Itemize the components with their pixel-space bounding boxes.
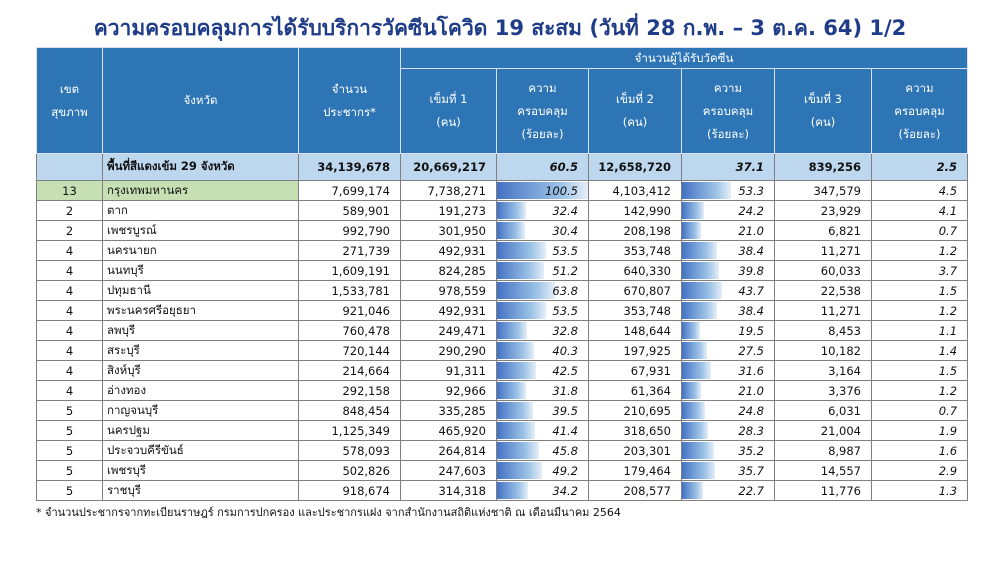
header-population: จำนวน ประชากร* [299, 48, 401, 154]
coverage2-cell [682, 381, 775, 401]
coverage1-cell [497, 181, 589, 201]
coverage1-cell [497, 441, 589, 461]
region-cell: 5 [37, 461, 103, 481]
dose1-cell: 247,603 [401, 461, 497, 481]
coverage3-cell: 4.5 [872, 181, 968, 201]
population-cell: 1,533,781 [299, 281, 401, 301]
dose1-cell: 978,559 [401, 281, 497, 301]
summary-label: พื้นที่สีแดงเข้ม 29 จังหวัด [103, 154, 299, 181]
population-cell: 271,739 [299, 241, 401, 261]
table-row [37, 221, 968, 241]
coverage3-cell: 1.6 [872, 441, 968, 461]
dose1-cell: 191,273 [401, 201, 497, 221]
coverage2-cell [682, 481, 775, 501]
header-dose1: เข็มที่ 1 (คน) [401, 69, 497, 154]
coverage3-cell: 1.9 [872, 421, 968, 441]
dose1-cell: 264,814 [401, 441, 497, 461]
province-cell: สิงห์บุรี [103, 361, 299, 381]
dose2-cell: 197,925 [589, 341, 682, 361]
province-cell: นครนายก [103, 241, 299, 261]
coverage2-cell [682, 261, 775, 281]
vaccine-coverage-table [36, 47, 968, 501]
region-cell: 5 [37, 421, 103, 441]
population-cell: 760,478 [299, 321, 401, 341]
region-cell: 4 [37, 381, 103, 401]
coverage1-cell [497, 321, 589, 341]
coverage2-cell [682, 441, 775, 461]
dose1-cell: 7,738,271 [401, 181, 497, 201]
header-coverage3: ความ ครอบคลุม (ร้อยละ) [872, 69, 968, 154]
coverage1-cell [497, 281, 589, 301]
dose1-cell: 492,931 [401, 301, 497, 321]
region-cell: 4 [37, 281, 103, 301]
province-cell: เพชรบูรณ์ [103, 221, 299, 241]
region-cell: 4 [37, 261, 103, 281]
province-cell: ประจวบคีรีขันธ์ [103, 441, 299, 461]
province-cell: นครปฐม [103, 421, 299, 441]
population-cell: 848,454 [299, 401, 401, 421]
coverage-value: 39.5 [552, 403, 578, 418]
dose1-cell: 91,311 [401, 361, 497, 381]
header-province: จังหวัด [103, 48, 299, 154]
population-cell: 921,046 [299, 301, 401, 321]
dose3-cell: 23,929 [775, 201, 872, 221]
table-row [37, 301, 968, 321]
coverage-value: 42.5 [552, 363, 578, 378]
coverage-value: 49.2 [552, 463, 578, 478]
coverage3-cell: 1.2 [872, 381, 968, 401]
dose2-cell: 210,695 [589, 401, 682, 421]
summary-dose2: 12,658,720 [589, 154, 682, 181]
coverage3-cell: 0.7 [872, 221, 968, 241]
coverage-value: 38.4 [738, 303, 764, 318]
dose3-cell: 6,821 [775, 221, 872, 241]
dose3-cell: 3,164 [775, 361, 872, 381]
coverage2-cell [682, 181, 775, 201]
population-cell: 502,826 [299, 461, 401, 481]
dose3-cell: 11,271 [775, 241, 872, 261]
dose3-cell: 8,987 [775, 441, 872, 461]
province-cell: นนทบุรี [103, 261, 299, 281]
coverage3-cell: 1.2 [872, 301, 968, 321]
table-row [37, 421, 968, 441]
summary-region [37, 154, 103, 181]
dose2-cell: 148,644 [589, 321, 682, 341]
page-title: ความครอบคลุมการได้รับบริการวัคซีนโควิด 19 สะสม (วันที่ 28 ก.พ. – 3 ต.ค. 64) 1/2 [93, 16, 907, 40]
coverage-value: 27.5 [738, 343, 764, 358]
province-cell: ตาก [103, 201, 299, 221]
header-region: เขต สุขภาพ [37, 48, 103, 154]
region-cell: 13 [37, 181, 103, 201]
dose3-cell: 14,557 [775, 461, 872, 481]
population-cell: 7,699,174 [299, 181, 401, 201]
coverage3-cell: 4.1 [872, 201, 968, 221]
coverage-value: 53.5 [552, 303, 578, 318]
footnote: * จำนวนประชากรจากทะเบียนราษฎร์ กรมการปกครอง และประชากรแฝง จากสำนักงานสถิติแห่งชาติ ณ เดือนมีนาคม 2564 [36, 506, 621, 519]
dose1-cell: 301,950 [401, 221, 497, 241]
region-cell: 4 [37, 321, 103, 341]
coverage-value: 43.7 [738, 283, 764, 298]
dose2-cell: 142,990 [589, 201, 682, 221]
population-cell: 578,093 [299, 441, 401, 461]
coverage-value: 39.8 [738, 263, 764, 278]
dose3-cell: 10,182 [775, 341, 872, 361]
coverage1-cell [497, 221, 589, 241]
table-row [37, 381, 968, 401]
dose1-cell: 92,966 [401, 381, 497, 401]
province-cell: กรุงเทพมหานคร [103, 181, 299, 201]
coverage-value: 31.6 [738, 363, 764, 378]
coverage2-cell [682, 421, 775, 441]
table-row [37, 341, 968, 361]
coverage3-cell: 1.1 [872, 321, 968, 341]
coverage-value: 28.3 [738, 423, 764, 438]
table-row [37, 321, 968, 341]
coverage-value: 53.3 [738, 183, 764, 198]
coverage-value: 22.7 [738, 483, 764, 498]
population-cell: 214,664 [299, 361, 401, 381]
dose2-cell: 670,807 [589, 281, 682, 301]
region-cell: 5 [37, 481, 103, 501]
coverage1-cell [497, 361, 589, 381]
coverage2-cell [682, 321, 775, 341]
summary-population: 34,139,678 [299, 154, 401, 181]
coverage1-cell [497, 461, 589, 481]
dose2-cell: 203,301 [589, 441, 682, 461]
coverage2-cell [682, 401, 775, 421]
population-cell: 1,609,191 [299, 261, 401, 281]
dose2-cell: 640,330 [589, 261, 682, 281]
population-cell: 292,158 [299, 381, 401, 401]
coverage-value: 24.8 [738, 403, 764, 418]
coverage-value: 41.4 [552, 423, 578, 438]
coverage3-cell: 1.5 [872, 361, 968, 381]
province-cell: สระบุรี [103, 341, 299, 361]
region-cell: 4 [37, 301, 103, 321]
dose3-cell: 3,376 [775, 381, 872, 401]
dose3-cell: 347,579 [775, 181, 872, 201]
dose3-cell: 21,004 [775, 421, 872, 441]
coverage-value: 30.4 [552, 223, 578, 238]
header-dose3: เข็มที่ 3 (คน) [775, 69, 872, 154]
coverage2-cell [682, 201, 775, 221]
coverage-value: 40.3 [552, 343, 578, 358]
dose1-cell: 290,290 [401, 341, 497, 361]
coverage1-cell [497, 421, 589, 441]
region-cell: 2 [37, 221, 103, 241]
table-row [37, 201, 968, 221]
coverage3-cell: 3.7 [872, 261, 968, 281]
coverage2-cell [682, 461, 775, 481]
coverage-value: 35.7 [738, 463, 764, 478]
coverage-value: 21.0 [738, 223, 764, 238]
summary-dose3: 839,256 [775, 154, 872, 181]
coverage2-cell [682, 281, 775, 301]
coverage3-cell: 1.4 [872, 341, 968, 361]
dose3-cell: 11,776 [775, 481, 872, 501]
coverage1-cell [497, 261, 589, 281]
coverage-value: 32.4 [552, 203, 578, 218]
dose2-cell: 67,931 [589, 361, 682, 381]
coverage3-cell: 1.3 [872, 481, 968, 501]
coverage-value: 24.2 [738, 203, 764, 218]
dose1-cell: 824,285 [401, 261, 497, 281]
table-row [37, 461, 968, 481]
header-coverage2: ความ ครอบคลุม (ร้อยละ) [682, 69, 775, 154]
population-cell: 918,674 [299, 481, 401, 501]
population-cell: 589,901 [299, 201, 401, 221]
coverage2-cell [682, 241, 775, 261]
table-row [37, 361, 968, 381]
province-cell: ลพบุรี [103, 321, 299, 341]
province-cell: กาญจนบุรี [103, 401, 299, 421]
province-cell: อ่างทอง [103, 381, 299, 401]
summary-coverage1: 60.5 [497, 154, 589, 181]
coverage-value: 51.2 [552, 263, 578, 278]
dose2-cell: 208,198 [589, 221, 682, 241]
coverage3-cell: 2.9 [872, 461, 968, 481]
coverage1-cell [497, 381, 589, 401]
coverage1-cell [497, 401, 589, 421]
dose3-cell: 8,453 [775, 321, 872, 341]
coverage1-cell [497, 201, 589, 221]
region-cell: 4 [37, 241, 103, 261]
region-cell: 5 [37, 401, 103, 421]
dose1-cell: 492,931 [401, 241, 497, 261]
table-row [37, 481, 968, 501]
coverage-value: 35.2 [738, 443, 764, 458]
table-row [37, 181, 968, 201]
coverage-value: 45.8 [552, 443, 578, 458]
coverage2-cell [682, 361, 775, 381]
dose2-cell: 61,364 [589, 381, 682, 401]
population-cell: 992,790 [299, 221, 401, 241]
table-row [37, 261, 968, 281]
table-row [37, 441, 968, 461]
table-row [37, 401, 968, 421]
table-row [37, 281, 968, 301]
header-dose2: เข็มที่ 2 (คน) [589, 69, 682, 154]
header-vaccinated-group: จำนวนผู้ได้รับวัคซีน [401, 48, 968, 69]
coverage2-cell [682, 221, 775, 241]
coverage1-cell [497, 301, 589, 321]
region-cell: 4 [37, 361, 103, 381]
dose2-cell: 4,103,412 [589, 181, 682, 201]
coverage-value: 38.4 [738, 243, 764, 258]
dose1-cell: 249,471 [401, 321, 497, 341]
dose3-cell: 22,538 [775, 281, 872, 301]
coverage-value: 21.0 [738, 383, 764, 398]
table-row [37, 241, 968, 261]
dose2-cell: 353,748 [589, 241, 682, 261]
summary-coverage2: 37.1 [682, 154, 775, 181]
coverage3-cell: 1.5 [872, 281, 968, 301]
dose1-cell: 314,318 [401, 481, 497, 501]
coverage2-cell [682, 341, 775, 361]
coverage-value: 31.8 [552, 383, 578, 398]
coverage3-cell: 1.2 [872, 241, 968, 261]
province-cell: พระนครศรีอยุธยา [103, 301, 299, 321]
dose3-cell: 60,033 [775, 261, 872, 281]
header-coverage1: ความ ครอบคลุม (ร้อยละ) [497, 69, 589, 154]
dose2-cell: 208,577 [589, 481, 682, 501]
coverage-value: 100.5 [545, 183, 578, 198]
region-cell: 2 [37, 201, 103, 221]
dose1-cell: 335,285 [401, 401, 497, 421]
coverage2-cell [682, 301, 775, 321]
region-cell: 5 [37, 441, 103, 461]
province-cell: ปทุมธานี [103, 281, 299, 301]
coverage-value: 34.2 [552, 483, 578, 498]
population-cell: 720,144 [299, 341, 401, 361]
coverage1-cell [497, 341, 589, 361]
dose2-cell: 318,650 [589, 421, 682, 441]
dose1-cell: 465,920 [401, 421, 497, 441]
coverage1-cell [497, 241, 589, 261]
summary-row [37, 154, 968, 181]
coverage-value: 19.5 [738, 323, 764, 338]
province-cell: ราชบุรี [103, 481, 299, 501]
dose3-cell: 11,271 [775, 301, 872, 321]
coverage-value: 53.5 [552, 243, 578, 258]
summary-dose1: 20,669,217 [401, 154, 497, 181]
summary-coverage3: 2.5 [872, 154, 968, 181]
dose2-cell: 179,464 [589, 461, 682, 481]
population-cell: 1,125,349 [299, 421, 401, 441]
region-cell: 4 [37, 341, 103, 361]
dose2-cell: 353,748 [589, 301, 682, 321]
province-cell: เพชรบุรี [103, 461, 299, 481]
dose3-cell: 6,031 [775, 401, 872, 421]
coverage1-cell [497, 481, 589, 501]
coverage3-cell: 0.7 [872, 401, 968, 421]
coverage-value: 32.8 [552, 323, 578, 338]
coverage-value: 63.8 [552, 283, 578, 298]
